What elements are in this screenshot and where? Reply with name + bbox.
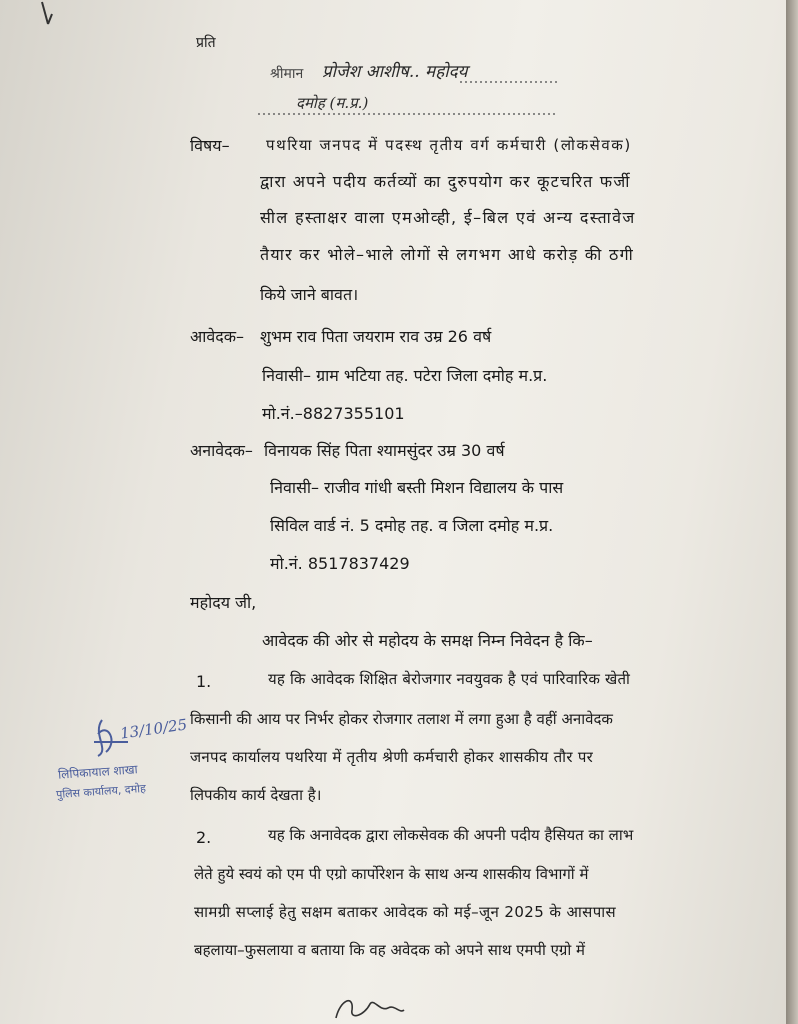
stamp-line: पुलिस कार्यालय, दमोह — [55, 781, 147, 802]
applicant-phone: मो.नं.–8827355101 — [262, 404, 405, 423]
addressee-place: दमोह (म.प्र.) — [296, 94, 369, 112]
paragraph-number: 1. — [196, 672, 212, 691]
subject-line: पथरिया जनपद में पदस्थ तृतीय वर्ग कर्मचारी (लोकसेवक) — [266, 136, 632, 154]
prati-label: प्रति — [196, 35, 216, 51]
stamp-line: लिपिकायाल शाखा — [57, 762, 139, 782]
dotted-line-2 — [258, 112, 558, 116]
applicant-address: निवासी– ग्राम भटिया तह. पटेरा जिला दमोह म.प्र. — [262, 366, 548, 385]
subject-label: विषय– — [190, 136, 230, 155]
dotted-line-1 — [460, 80, 560, 84]
respondent-name: विनायक सिंह पिता श्यामसुंदर उम्र 30 वर्ष — [264, 441, 505, 460]
addressee-name: प्रोजेश आशीष.. महोदय — [322, 62, 468, 82]
paragraph-line: जनपद कार्यालय पथरिया में तृतीय श्रेणी कर्मचारी होकर शासकीय तौर पर — [190, 748, 594, 766]
paragraph-number: 2. — [196, 828, 212, 847]
page-edge — [786, 0, 798, 1024]
paragraph-line: बहलाया–फुसलाया व बताया कि वह अवेदक को अपने साथ एमपी एग्रो में — [194, 941, 585, 959]
corner-mark — [36, 0, 58, 28]
respondent-address: निवासी– राजीव गांधी बस्ती मिशन विद्यालय के पास — [270, 478, 564, 497]
applicant-label: आवेदक– — [190, 327, 245, 346]
respondent-label: अनावेदक– — [190, 441, 253, 460]
paragraph-line: लिपकीय कार्य देखता है। — [190, 786, 322, 804]
paragraph-line: यह कि आवेदक शिक्षित बेरोजगार नवयुवक है एवं पारिवारिक खेती — [268, 670, 631, 688]
salutation: महोदय जी, — [190, 593, 257, 612]
subject-line: तैयार कर भोले–भाले लोगों से लगभग आधे करोड़ की ठगी — [260, 245, 635, 264]
bottom-signature — [330, 990, 410, 1024]
respondent-ward: सिविल वार्ड नं. 5 दमोह तह. व जिला दमोह म.प्र. — [270, 516, 554, 535]
paragraph-line: यह कि अनावेदक द्वारा लोकसेवक की अपनी पदीय हैसियत का लाभ — [268, 826, 634, 844]
paragraph-line: सामग्री सप्लाई हेतु सक्षम बताकर आवेदक को मई–जून 2025 के आसपास — [194, 903, 617, 921]
stamp-date: 13/10/25 — [119, 715, 189, 743]
applicant-name: शुभम राव पिता जयराम राव उम्र 26 वर्ष — [260, 327, 492, 346]
shriman-label: श्रीमान — [270, 66, 304, 82]
paragraph-line: लेते हुये स्वयं को एम पी एग्रो कार्पोरेशन के साथ अन्य शासकीय विभागों में — [194, 865, 589, 883]
subject-line: सील हस्ताक्षर वाला एमओव्ही, ई–बिल एवं अन्य दस्तावेज — [260, 208, 636, 227]
paragraph-line: किसानी की आय पर निर्भर होकर रोजगार तलाश में लगा हुआ है वहीं अनावेदक — [190, 710, 613, 728]
subject-line: द्वारा अपने पदीय कर्तव्यों का दुरुपयोग कर कूटचरित फर्जी — [260, 172, 631, 191]
subject-line: किये जाने बावत। — [260, 285, 359, 304]
intro-text: आवेदक की ओर से महोदय के समक्ष निम्न निवेदन है कि– — [262, 631, 593, 650]
respondent-phone: मो.नं. 8517837429 — [270, 554, 410, 573]
